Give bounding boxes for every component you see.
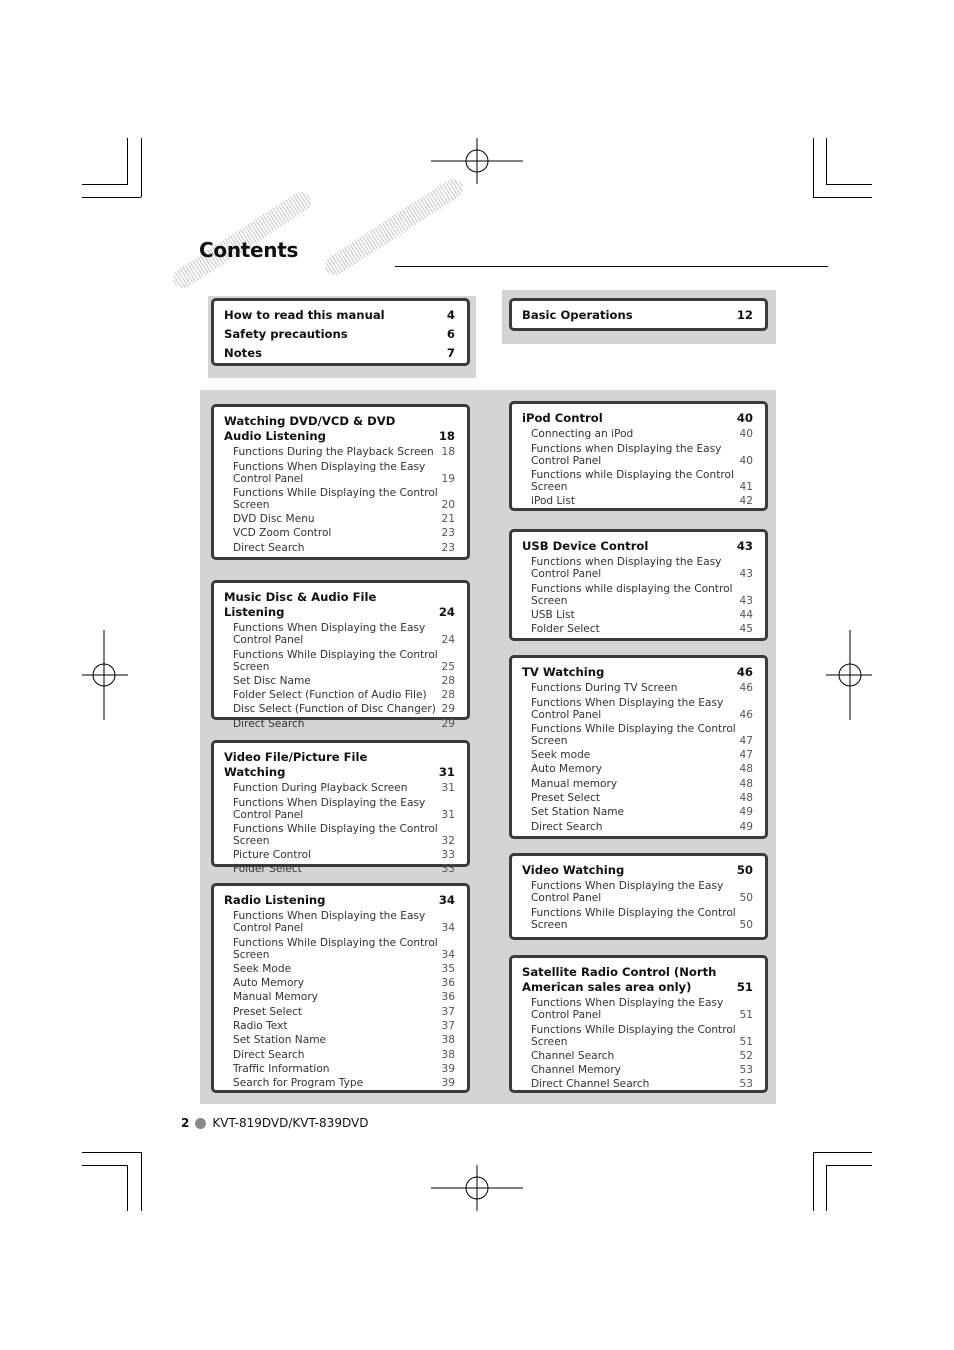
entry-page: 43 (739, 568, 753, 581)
entry-label: Functions when Displaying the Easy Control Panel (531, 556, 722, 581)
toc-entry[interactable] (224, 703, 455, 715)
toc-entry[interactable] (224, 863, 455, 875)
entry-label: Seek mode (531, 749, 591, 762)
entry-page: 47 (739, 749, 753, 762)
crop-mark (826, 1165, 827, 1211)
toc-section-box (211, 740, 470, 876)
entry-label: Direct Search (531, 820, 603, 833)
section-title: TV Watching (522, 665, 605, 679)
registration-mark-left (82, 630, 128, 720)
entry-page: 53 (739, 1064, 753, 1077)
entry-page: 32 (441, 834, 455, 847)
intro-box (211, 298, 470, 366)
entry-label: Functions When Displaying the Easy Control Panel (233, 460, 426, 485)
entry-label: Functions While Displaying the Control Screen (531, 906, 736, 931)
entry-page: 53 (739, 1078, 753, 1091)
entry-label: Connecting an iPod (531, 428, 634, 441)
entry-label: Function During Playback Screen (233, 782, 408, 795)
toc-entry[interactable] (522, 556, 753, 580)
entry-label: Search for Program Type (233, 1077, 364, 1090)
toc-entry[interactable] (224, 1034, 455, 1046)
entry-label: Functions When Displaying the Easy Control Panel (233, 622, 426, 647)
toc-entry[interactable] (224, 823, 455, 847)
toc-section-box (509, 529, 768, 641)
section-page: 50 (736, 863, 753, 877)
entry-label: Functions While Displaying the Control Screen (233, 648, 438, 673)
toc-entry[interactable] (522, 723, 753, 747)
entry-label: Functions When Displaying the Easy Control Panel (233, 796, 426, 821)
entry-label: Set Station Name (233, 1034, 327, 1047)
entry-label: Picture Control (233, 849, 312, 862)
section-title: Video File/Picture File Watching (224, 750, 368, 779)
section-heading[interactable] (522, 411, 753, 426)
entry-page: 28 (441, 674, 455, 687)
toc-section-box (509, 853, 768, 940)
entry-page: 23 (441, 527, 455, 540)
entry-page: 51 (739, 1035, 753, 1048)
entry-label: Channel Search (531, 1049, 615, 1062)
section-page: 40 (736, 411, 753, 425)
entry-page: 28 (441, 689, 455, 702)
entry-label: Manual Memory (233, 991, 318, 1004)
registration-mark-top (431, 138, 523, 184)
toc-section-box (509, 401, 768, 511)
crop-mark (127, 138, 128, 184)
toc-entry[interactable] (522, 469, 753, 493)
entry-label: VCD Zoom Control (233, 527, 332, 540)
section-heading[interactable] (224, 893, 455, 908)
entry-page: 49 (739, 806, 753, 819)
toc-entry[interactable] (522, 997, 753, 1021)
toc-entry[interactable] (224, 1063, 455, 1075)
crop-mark (826, 184, 872, 185)
section-heading[interactable] (224, 750, 455, 780)
decorative-stripe (321, 175, 466, 279)
toc-entry[interactable] (224, 675, 455, 687)
entry-page: 34 (441, 948, 455, 961)
toc-entry[interactable] (224, 446, 455, 458)
toc-entry[interactable] (224, 991, 455, 1003)
section-title: Watching DVD/VCD & DVD Audio Listening (224, 414, 396, 443)
crop-mark (82, 1152, 141, 1153)
toc-entry[interactable] (224, 1077, 455, 1089)
section-heading[interactable] (522, 965, 753, 995)
section-page: 43 (736, 539, 753, 553)
toc-entry[interactable] (224, 622, 455, 646)
crop-mark (82, 1165, 128, 1166)
section-page: 31 (438, 765, 455, 779)
entry-label: Functions While Displaying the Control Screen (531, 1023, 736, 1048)
bullet-icon (195, 1118, 206, 1129)
toc-entry[interactable] (224, 513, 455, 525)
title-rule (395, 266, 828, 267)
entry-page: 46 (739, 708, 753, 721)
toc-entry[interactable] (522, 778, 753, 790)
toc-entry[interactable]: Notes 7 (224, 346, 455, 360)
toc-entry[interactable] (224, 718, 455, 730)
entry-label: Functions When Displaying the Easy Control Panel (233, 910, 426, 935)
toc-entry[interactable] (224, 782, 455, 794)
section-page: 51 (736, 980, 753, 994)
entry-label: Set Station Name (531, 806, 625, 819)
crop-mark (141, 1152, 142, 1211)
entry-label: Radio Text (233, 1020, 288, 1033)
page-title: Contents (199, 238, 299, 262)
entry-page: 20 (441, 498, 455, 511)
entry-page: 50 (739, 918, 753, 931)
toc-entry[interactable] (224, 977, 455, 989)
toc-entry[interactable] (224, 1049, 455, 1061)
toc-entry[interactable] (224, 542, 455, 554)
toc-entry[interactable] (522, 697, 753, 721)
entry-label: Folder Select (233, 863, 302, 876)
entry-label: Direct Channel Search (531, 1078, 650, 1091)
registration-mark-bottom (431, 1165, 523, 1211)
section-title: Satellite Radio Control (North American sales area only) (522, 965, 717, 994)
entry-page: 21 (441, 513, 455, 526)
entry-page: 39 (441, 1062, 455, 1075)
section-page: 18 (438, 429, 455, 443)
section-heading[interactable] (522, 539, 753, 554)
entry-label: Traffic Information (233, 1062, 330, 1075)
crop-mark (826, 1165, 872, 1166)
entry-page: 31 (441, 808, 455, 821)
entry-label: Functions While Displaying the Control Screen (531, 722, 736, 747)
toc-section-box (509, 655, 768, 839)
crop-mark (82, 184, 128, 185)
entry-label: Functions while Displaying the Control Screen (531, 468, 734, 493)
toc-entry[interactable] (522, 792, 753, 804)
section-heading[interactable] (522, 665, 753, 680)
entry-label: Channel Memory (531, 1064, 621, 1077)
toc-entry[interactable] (522, 806, 753, 818)
entry-label: Direct Search (233, 717, 305, 730)
section-page: 46 (736, 665, 753, 679)
toc-entry[interactable] (522, 609, 753, 621)
page-number: 2 (181, 1116, 190, 1130)
toc-entry[interactable] (522, 495, 753, 507)
entry-page: 19 (441, 472, 455, 485)
entry-page: 25 (441, 660, 455, 673)
entry-label: DVD Disc Menu (233, 513, 315, 526)
entry-label: Functions While Displaying the Control Screen (233, 486, 438, 511)
entry-page: 44 (739, 608, 753, 621)
toc-entry[interactable] (522, 682, 753, 694)
entry-label: Manual memory (531, 777, 618, 790)
entry-label: Functions When Displaying the Easy Control Panel (531, 997, 724, 1022)
entry-label: Disc Select (Function of Disc Changer) (233, 703, 436, 716)
entry-page: 41 (739, 480, 753, 493)
entry-page: 42 (739, 495, 753, 508)
section-title: USB Device Control (522, 539, 649, 553)
toc-entry[interactable] (224, 937, 455, 961)
entry-page: 40 (739, 428, 753, 441)
entry-page: 34 (441, 922, 455, 935)
toc-entry[interactable] (224, 649, 455, 673)
entry-page: 29 (441, 717, 455, 730)
toc-section-box (211, 883, 470, 1093)
crop-mark (141, 138, 142, 197)
entry-label: Functions When Displaying the Easy Control Panel (531, 880, 724, 905)
crop-mark (813, 197, 872, 198)
entry-page: 48 (739, 792, 753, 805)
entry-label: Folder Select (Function of Audio File) (233, 689, 427, 702)
entry-label: Set Disc Name (233, 674, 311, 687)
entry-label: Preset Select (531, 792, 601, 805)
entry-label: Functions While Displaying the Control Screen (233, 822, 438, 847)
entry-page: 40 (739, 454, 753, 467)
toc-entry[interactable] (522, 1078, 753, 1090)
entry-label: iPod List (531, 495, 576, 508)
entry-page: 35 (441, 962, 455, 975)
entry-page: 33 (441, 849, 455, 862)
toc-entry[interactable] (224, 461, 455, 485)
entry-page: 37 (441, 1005, 455, 1018)
section-title: Music Disc & Audio File Listening (224, 590, 377, 619)
crop-mark (826, 138, 827, 184)
toc-entry[interactable] (522, 1024, 753, 1048)
crop-mark (813, 1152, 814, 1211)
toc-entry[interactable] (522, 880, 753, 904)
toc-entry[interactable] (224, 910, 455, 934)
entry-label: Folder Select (531, 623, 600, 636)
entry-label: Auto Memory (233, 977, 305, 990)
toc-entry[interactable] (522, 428, 753, 440)
entry-label: Functions while displaying the Control Screen (531, 582, 733, 607)
toc-section-box (509, 955, 768, 1093)
entry-page: 36 (441, 991, 455, 1004)
entry-label: Direct Search (233, 541, 305, 554)
toc-entry[interactable] (522, 907, 753, 931)
entry-page: 39 (441, 1077, 455, 1090)
section-heading[interactable] (522, 863, 753, 878)
entry-page: 48 (739, 763, 753, 776)
toc-entry[interactable] (224, 527, 455, 539)
entry-page: 31 (441, 782, 455, 795)
section-heading[interactable] (224, 414, 455, 444)
entry-page: 37 (441, 1020, 455, 1033)
crop-mark (127, 1165, 128, 1211)
entry-label: Functions When Displaying the Easy Control Panel (531, 696, 724, 721)
entry-label: Seek Mode (233, 962, 292, 975)
toc-entry[interactable] (522, 583, 753, 607)
toc-entry[interactable] (224, 849, 455, 861)
entry-page: 48 (739, 777, 753, 790)
entry-page: 47 (739, 734, 753, 747)
toc-entry[interactable] (522, 1064, 753, 1076)
toc-entry[interactable]: Basic Operations 12 (522, 308, 753, 322)
toc-entry[interactable] (224, 1006, 455, 1018)
section-title: iPod Control (522, 411, 603, 425)
entry-page: 49 (739, 820, 753, 833)
entry-page: 45 (739, 623, 753, 636)
entry-label: Functions when Displaying the Easy Control Panel (531, 442, 722, 467)
toc-entry[interactable] (224, 1020, 455, 1032)
section-title: Radio Listening (224, 893, 326, 907)
crop-mark (82, 197, 141, 198)
toc-entry[interactable]: Safety precautions 6 (224, 327, 455, 341)
section-page: 24 (438, 605, 455, 619)
toc-section-box (211, 580, 470, 730)
toc-entry[interactable]: How to read this manual 4 (224, 308, 455, 322)
toc-entry[interactable] (224, 963, 455, 975)
registration-mark-right (826, 630, 872, 720)
page-footer (181, 1116, 368, 1130)
entry-page: 36 (441, 977, 455, 990)
entry-label: Functions During TV Screen (531, 682, 678, 695)
entry-label: Direct Search (233, 1048, 305, 1061)
crop-mark (813, 138, 814, 197)
entry-page: 52 (739, 1049, 753, 1062)
entry-page: 50 (739, 892, 753, 905)
entry-page: 23 (441, 541, 455, 554)
toc-entry[interactable] (522, 749, 753, 761)
entry-label: Auto Memory (531, 763, 603, 776)
section-title: Video Watching (522, 863, 625, 877)
entry-page: 24 (441, 634, 455, 647)
entry-page: 38 (441, 1034, 455, 1047)
entry-label: Preset Select (233, 1005, 303, 1018)
entry-page: 33 (441, 863, 455, 876)
toc-entry[interactable] (224, 689, 455, 701)
crop-mark (813, 1152, 872, 1153)
toc-entry[interactable] (224, 487, 455, 511)
entry-label: Functions While Displaying the Control Screen (233, 936, 438, 961)
model-name: KVT-819DVD/KVT-839DVD (212, 1116, 369, 1130)
entry-page: 29 (441, 703, 455, 716)
entry-page: 43 (739, 594, 753, 607)
toc-entry[interactable] (522, 763, 753, 775)
basic-operations-box (509, 298, 768, 331)
toc-entry[interactable] (522, 821, 753, 833)
toc-entry[interactable] (224, 797, 455, 821)
entry-label: USB List (531, 608, 575, 621)
entry-page: 51 (739, 1009, 753, 1022)
toc-entry[interactable] (522, 443, 753, 467)
entry-page: 38 (441, 1048, 455, 1061)
section-page: 34 (438, 893, 455, 907)
section-heading[interactable] (224, 590, 455, 620)
entry-page: 46 (739, 682, 753, 695)
toc-section-box (211, 404, 470, 560)
entry-page: 18 (441, 446, 455, 459)
toc-entry[interactable] (522, 1050, 753, 1062)
toc-entry[interactable] (522, 623, 753, 635)
entry-label: Functions During the Playback Screen (233, 446, 434, 459)
